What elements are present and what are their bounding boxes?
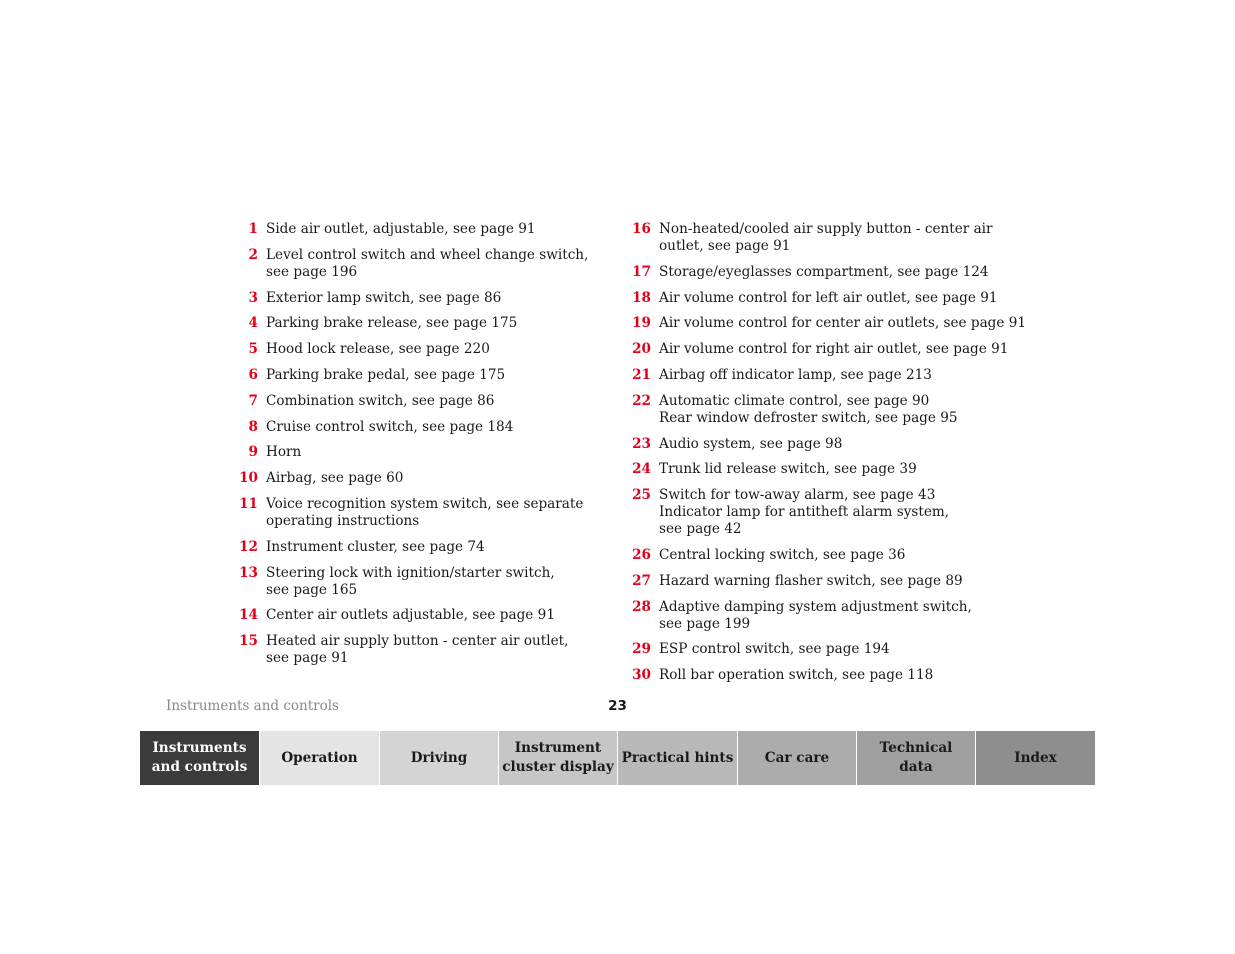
item-number: 5 <box>248 341 258 358</box>
item-text: Voice recognition system switch, see separate operating instructions <box>266 495 584 529</box>
item-text: Airbag off indicator lamp, see page 213 <box>659 366 932 383</box>
item-text: Heated air supply button - center air outlet, see page 91 <box>266 633 569 667</box>
item-number: 3 <box>248 289 258 306</box>
list-item <box>236 633 596 667</box>
list-item <box>236 607 596 624</box>
item-text: Center air outlets adjustable, see page 91 <box>266 607 555 624</box>
item-text: Air volume control for left air outlet, see page 91 <box>659 289 998 306</box>
item-number: 27 <box>632 572 651 589</box>
item-number: 28 <box>632 598 651 615</box>
item-text: Audio system, see page 98 <box>659 435 843 452</box>
item-number: 10 <box>239 470 258 487</box>
item-number: 12 <box>239 538 258 555</box>
list-item <box>236 315 596 332</box>
item-number: 9 <box>248 444 258 461</box>
item-text: Air volume control for right air outlet, see page 91 <box>659 341 1009 358</box>
item-text: Level control switch and wheel change switch, see page 196 <box>266 246 589 280</box>
tab-driving[interactable]: Driving <box>380 731 499 785</box>
list-item <box>629 599 1029 633</box>
list-item <box>236 247 596 281</box>
item-text: Exterior lamp switch, see page 86 <box>266 289 502 306</box>
list-item <box>236 496 596 530</box>
item-number: 7 <box>248 392 258 409</box>
item-number: 2 <box>248 246 258 263</box>
item-text: Cruise control switch, see page 184 <box>266 418 514 435</box>
item-number: 14 <box>239 607 258 624</box>
item-text: Non-heated/cooled air supply button - center air outlet, see page 91 <box>659 221 993 254</box>
section-label: Instruments and controls <box>166 698 339 714</box>
item-text: Steering lock with ignition/starter switch, see page 165 <box>266 564 555 598</box>
item-number: 25 <box>632 487 651 504</box>
item-text: ESP control switch, see page 194 <box>659 641 890 658</box>
item-number: 30 <box>632 667 651 684</box>
list-item <box>629 641 1029 658</box>
list-item <box>629 221 1029 255</box>
legend-list-left <box>236 221 596 676</box>
tab-technical-data[interactable]: Technical data <box>857 731 976 785</box>
item-text: Combination switch, see page 86 <box>266 392 495 409</box>
chapter-navigation-bar <box>140 731 1095 785</box>
item-number: 26 <box>632 546 651 563</box>
item-number: 21 <box>632 366 651 383</box>
item-text: Adaptive damping system adjustment switch, see page 199 <box>659 598 972 632</box>
list-item <box>236 290 596 307</box>
item-number: 20 <box>632 341 651 358</box>
list-item <box>236 539 596 556</box>
tab-car-care[interactable]: Car care <box>738 731 857 785</box>
item-text: Parking brake release, see page 175 <box>266 315 518 332</box>
item-text: Roll bar operation switch, see page 118 <box>659 667 934 684</box>
item-number: 19 <box>632 315 651 332</box>
list-item <box>629 573 1029 590</box>
item-number: 18 <box>632 289 651 306</box>
item-number: 23 <box>632 435 651 452</box>
list-item <box>236 367 596 384</box>
tab-index[interactable]: Index <box>976 731 1095 785</box>
tab-practical-hints[interactable]: Practical hints <box>618 731 738 785</box>
item-number: 4 <box>248 315 258 332</box>
item-text: Storage/eyeglasses compartment, see page 124 <box>659 263 989 280</box>
item-text: Side air outlet, adjustable, see page 91 <box>266 221 536 237</box>
item-number: 15 <box>239 633 258 650</box>
list-item <box>236 470 596 487</box>
item-text: Hazard warning flasher switch, see page 89 <box>659 572 963 589</box>
list-item <box>236 341 596 358</box>
list-item <box>629 667 1029 684</box>
item-text: Trunk lid release switch, see page 39 <box>659 461 917 478</box>
item-text: Switch for tow-away alarm, see page 43 Indicator lamp for antitheft alarm system, see page 42 <box>659 487 950 538</box>
tab-operation[interactable]: Operation <box>260 731 380 785</box>
item-number: 8 <box>248 418 258 435</box>
item-number: 16 <box>632 221 651 237</box>
item-text: Central locking switch, see page 36 <box>659 546 906 563</box>
list-item <box>629 341 1029 358</box>
item-text: Horn <box>266 444 302 461</box>
list-item <box>629 264 1029 281</box>
page-number: 23 <box>608 698 627 714</box>
tab-instrument-cluster-display[interactable]: Instrument cluster display <box>499 731 618 785</box>
list-item <box>236 221 596 238</box>
item-text: Hood lock release, see page 220 <box>266 341 490 358</box>
item-number: 1 <box>248 221 258 237</box>
list-item <box>629 315 1029 332</box>
list-item <box>236 565 596 599</box>
list-item <box>236 444 596 461</box>
list-item <box>629 547 1029 564</box>
item-number: 11 <box>239 495 258 512</box>
list-item <box>629 461 1029 478</box>
tab-instruments-and-controls[interactable]: Instruments and controls <box>140 731 260 785</box>
item-text: Airbag, see page 60 <box>266 470 404 487</box>
legend-list-right <box>629 221 1029 693</box>
item-text: Parking brake pedal, see page 175 <box>266 366 506 383</box>
item-text: Automatic climate control, see page 90 Rear window defroster switch, see page 95 <box>659 392 958 426</box>
item-number: 24 <box>632 461 651 478</box>
list-item <box>629 436 1029 453</box>
item-number: 13 <box>239 564 258 581</box>
list-item <box>629 290 1029 307</box>
item-number: 17 <box>632 263 651 280</box>
list-item <box>629 367 1029 384</box>
item-number: 29 <box>632 641 651 658</box>
list-item <box>629 393 1029 427</box>
list-item <box>629 487 1029 538</box>
item-number: 6 <box>248 366 258 383</box>
list-item <box>236 393 596 410</box>
item-number: 22 <box>632 392 651 409</box>
item-text: Instrument cluster, see page 74 <box>266 538 485 555</box>
item-text: Air volume control for center air outlets, see page 91 <box>659 315 1027 332</box>
list-item <box>236 419 596 436</box>
